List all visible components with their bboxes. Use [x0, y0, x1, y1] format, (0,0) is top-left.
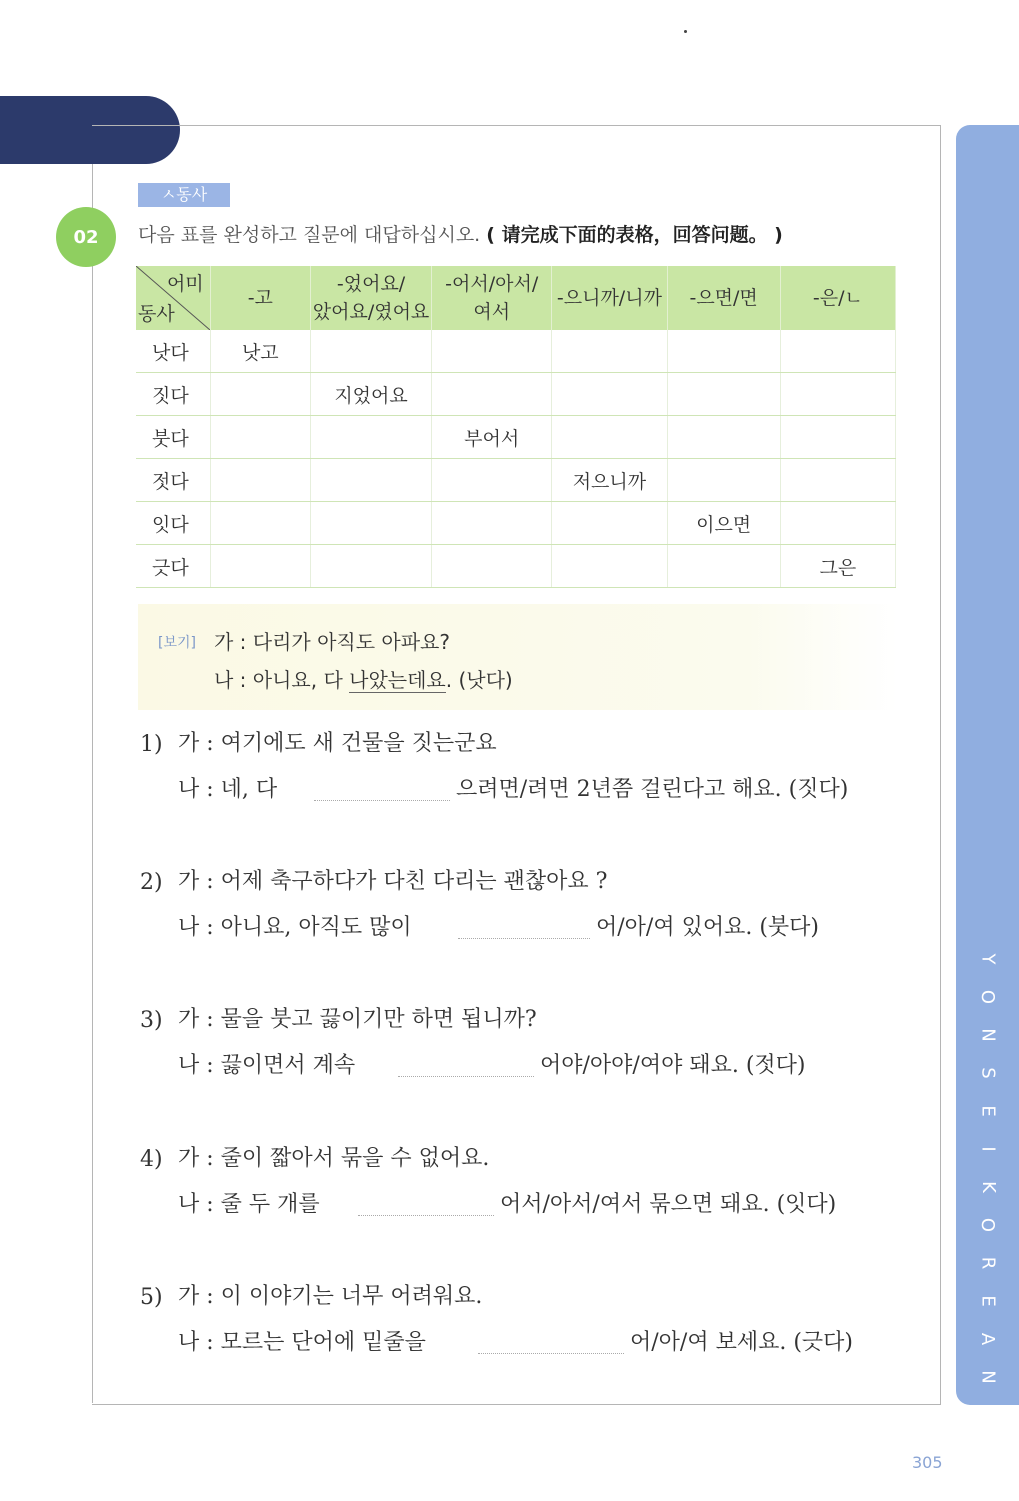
verb-cell: 잇다 — [136, 502, 210, 545]
verb-cell: 붓다 — [136, 416, 210, 459]
side-letter: 2 — [977, 1409, 999, 1421]
table-row — [136, 416, 896, 459]
question-ga-line: 가 : 물을 붓고 끓이기만 하면 됩니까? — [178, 1007, 537, 1032]
corner-ending-label: 어미 — [166, 273, 204, 295]
conjugation-table — [136, 266, 896, 588]
side-letter: N — [977, 1370, 999, 1384]
conjugation-cell — [667, 373, 780, 416]
conjugation-cell — [310, 545, 431, 588]
conjugation-cell — [552, 330, 667, 373]
answer-suffix: 어서/아서/여서 묶으면 돼요. (잇다) — [500, 1192, 837, 1217]
answer-line — [178, 1048, 806, 1079]
answer-line — [178, 1187, 836, 1218]
header-eunikka: -으니까/니까 — [552, 266, 667, 330]
scan-speck — [684, 30, 687, 33]
conjugation-cell — [552, 373, 667, 416]
table-row — [136, 373, 896, 416]
question-ga-line: 가 : 여기에도 새 건물을 짓는군요 — [178, 731, 497, 756]
conjugation-cell — [432, 502, 552, 545]
verb-cell: 긋다 — [136, 545, 210, 588]
conjugation-cell — [780, 373, 895, 416]
conjugation-cell — [210, 502, 310, 545]
conjugation-cell — [552, 416, 667, 459]
question-ga-line: 가 : 어제 축구하다가 다친 다리는 괜찮아요 ? — [178, 869, 608, 894]
side-letter: E — [977, 1105, 999, 1117]
example-answer-suffix: . (낫다) — [445, 668, 513, 692]
question-line — [140, 726, 497, 757]
conjugation-cell: 지었어요 — [310, 373, 431, 416]
side-letter: O — [977, 1217, 999, 1233]
question-number: 3) — [140, 1008, 163, 1033]
example-answer-prefix: 나 : 아니요, 다 — [214, 668, 350, 692]
category-label: ㅅ동사 — [138, 183, 230, 207]
side-letter: E — [977, 1295, 999, 1307]
page-number: 305 — [912, 1453, 943, 1472]
corner-verb-label: 동사 — [138, 303, 175, 325]
conjugation-cell — [210, 459, 310, 502]
answer-prefix: 나 : 네, 다 — [178, 777, 278, 802]
table-row — [136, 502, 896, 545]
answer-prefix: 나 : 모르는 단어에 밑줄을 — [178, 1330, 426, 1355]
conjugation-cell — [552, 502, 667, 545]
side-letter: N — [977, 1028, 999, 1042]
side-letter: O — [977, 989, 999, 1005]
question-line — [140, 1141, 489, 1172]
question-line — [140, 1002, 537, 1033]
conjugation-cell: 낫고 — [210, 330, 310, 373]
instruction-chinese: ( 请完成下面的表格，回答问题。 ) — [486, 224, 783, 246]
instruction-korean: 다음 표를 완성하고 질문에 대답하십시오. — [138, 224, 481, 246]
question-line — [140, 864, 607, 895]
conjugation-cell — [310, 459, 431, 502]
answer-blank[interactable] — [478, 1352, 624, 1354]
question-number: 5) — [140, 1285, 163, 1310]
example-box — [138, 604, 898, 710]
answer-prefix: 나 : 끓이면서 계속 — [178, 1053, 356, 1078]
conjugation-cell — [552, 545, 667, 588]
verb-cell: 짓다 — [136, 373, 210, 416]
question-number: 2) — [140, 870, 163, 895]
answer-suffix: 어/아/여 있어요. (붓다) — [596, 915, 819, 940]
conjugation-cell: 그은 — [780, 545, 895, 588]
conjugation-cell — [780, 416, 895, 459]
header-eun: -은/ㄴ — [780, 266, 895, 330]
page-frame-left-edge — [92, 164, 93, 1403]
conjugation-cell — [210, 545, 310, 588]
header-eumyeon: -으면/면 — [667, 266, 780, 330]
question-number: 1) — [140, 732, 163, 757]
table-header-row — [136, 266, 896, 330]
section-number-badge: 02 — [56, 207, 116, 267]
conjugation-cell: 이으면 — [667, 502, 780, 545]
side-letter: A — [977, 1332, 999, 1346]
answer-prefix: 나 : 줄 두 개를 — [178, 1192, 320, 1217]
conjugation-cell — [210, 416, 310, 459]
side-letter: S — [977, 1067, 999, 1079]
conjugation-cell — [432, 545, 552, 588]
example-question: 가 : 다리가 아직도 아파요? — [214, 630, 450, 654]
answer-line — [178, 910, 819, 941]
conjugation-cell — [310, 416, 431, 459]
conjugation-cell — [432, 459, 552, 502]
answer-blank[interactable] — [458, 937, 590, 939]
question-ga-line: 가 : 이 이야기는 너무 어려워요. — [178, 1284, 483, 1309]
conjugation-cell — [432, 330, 552, 373]
conjugation-cell — [780, 459, 895, 502]
table-row — [136, 459, 896, 502]
verb-cell: 낫다 — [136, 330, 210, 373]
question-ga-line: 가 : 줄이 짧아서 묶을 수 없어요. — [178, 1146, 490, 1171]
example-answer-underlined: 나았는데요 — [349, 668, 446, 692]
conjugation-cell — [432, 373, 552, 416]
side-letter: K — [977, 1181, 999, 1193]
answer-suffix: 어/아/여 보세요. (긋다) — [630, 1330, 853, 1355]
conjugation-cell — [780, 502, 895, 545]
conjugation-cell — [667, 416, 780, 459]
answer-suffix: 으려면/려면 2년쯤 걸린다고 해요. (짓다) — [456, 777, 849, 802]
conjugation-cell — [667, 459, 780, 502]
conjugation-cell: 저으니까 — [552, 459, 667, 502]
side-letter: R — [977, 1256, 999, 1270]
conjugation-cell — [210, 373, 310, 416]
verb-cell: 젓다 — [136, 459, 210, 502]
table-row — [136, 545, 896, 588]
side-band-text — [956, 940, 1019, 1421]
example-tag: [보기] — [158, 635, 196, 651]
conjugation-cell — [667, 330, 780, 373]
conjugation-cell — [310, 330, 431, 373]
answer-suffix: 어야/아야/여야 돼요. (젓다) — [540, 1053, 806, 1078]
answer-blank[interactable] — [358, 1214, 494, 1216]
answer-line — [178, 1325, 853, 1356]
answer-blank[interactable] — [314, 799, 450, 801]
side-letter: I — [977, 1146, 999, 1152]
table-row — [136, 330, 896, 373]
corner-header — [136, 266, 210, 330]
conjugation-cell — [780, 330, 895, 373]
conjugation-cell: 부어서 — [432, 416, 552, 459]
header-past: -었어요/ 았어요/였어요 — [310, 266, 431, 330]
conjugation-cell — [667, 545, 780, 588]
side-letter: Y — [977, 953, 999, 965]
conjugation-cell — [310, 502, 431, 545]
question-number: 4) — [140, 1147, 163, 1172]
answer-prefix: 나 : 아니요, 아직도 많이 — [178, 915, 412, 940]
answer-line — [178, 772, 848, 803]
header-go: -고 — [210, 266, 310, 330]
answer-blank[interactable] — [398, 1075, 534, 1077]
header-eoseo: -어서/아서/ 여서 — [432, 266, 552, 330]
instruction — [138, 220, 783, 247]
question-line — [140, 1279, 482, 1310]
example-answer — [214, 664, 513, 693]
